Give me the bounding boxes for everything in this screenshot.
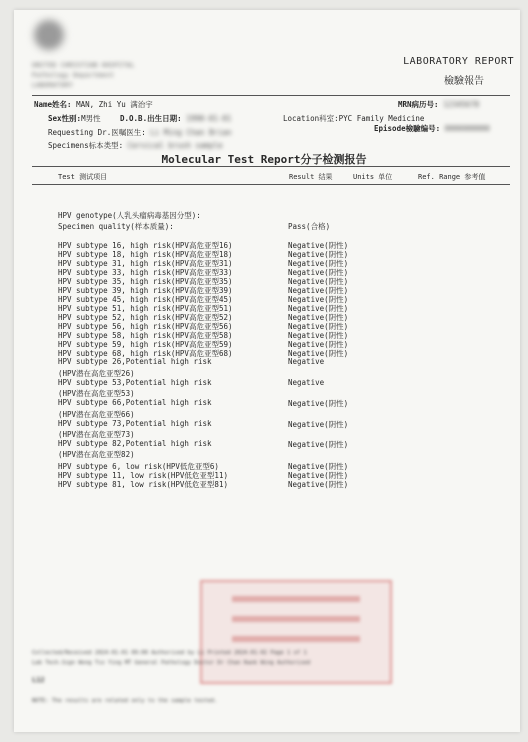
result-test-name: (HPV潜在高危亚型82) xyxy=(58,450,135,459)
patient-mrn: MRN病历号: 12345678 xyxy=(398,100,480,109)
patient-name: Name姓名: MAN, Zhi Yu 满治宇 xyxy=(34,100,153,109)
result-value: Negative(阴性) xyxy=(288,304,349,313)
result-test-name: (HPV潜在高危亚型53) xyxy=(58,389,135,398)
result-test-name: (HPV潜在高危亚型66) xyxy=(58,410,135,419)
patient-dob: D.O.B.出生日期: 1990-01-01 xyxy=(120,114,232,123)
hospital-name-line: UNITED CHRISTIAN HOSPITAL xyxy=(32,62,135,69)
result-test-name: HPV subtype 52, high risk(HPV高危亚型52) xyxy=(58,313,233,322)
specimen-type: Specimens标本类型: Cervical brush sample xyxy=(48,141,223,150)
result-value: Negative(阴性) xyxy=(288,313,349,322)
result-value: Negative(阴性) xyxy=(288,462,349,471)
result-test-name: HPV subtype 35, high risk(HPV高危亚型35) xyxy=(58,277,233,286)
col-header-result: Result 结果 xyxy=(289,173,333,181)
report-title-en: LABORATORY REPORT xyxy=(403,56,514,67)
result-test-name: HPV subtype 82,Potential high risk xyxy=(58,439,212,448)
footer-note: NOTE: The results are related only to the sample tested. xyxy=(32,698,218,704)
result-test-name: HPV subtype 51, high risk(HPV高危亚型51) xyxy=(58,304,233,313)
result-test-name: HPV subtype 81, low risk(HPV低危亚型81) xyxy=(58,480,228,489)
result-value: Negative(阴性) xyxy=(288,268,349,277)
result-test-name: (HPV潜在高危亚型73) xyxy=(58,430,135,439)
result-test-name: HPV subtype 6, low risk(HPV低危亚型6) xyxy=(58,462,219,471)
result-value: Negative(阴性) xyxy=(288,322,349,331)
result-test-name: Specimen quality(样本质量): xyxy=(58,222,174,231)
col-header-ref: Ref. Range 参考值 xyxy=(418,173,486,181)
result-value: Negative(阴性) xyxy=(288,277,349,286)
result-value: Negative(阴性) xyxy=(288,340,349,349)
result-test-name: HPV genotype(人乳头瘤病毒基因分型): xyxy=(58,211,201,220)
result-test-name: HPV subtype 26,Potential high risk xyxy=(58,357,212,366)
result-value: Pass(合格) xyxy=(288,222,331,231)
result-test-name: HPV subtype 56, high risk(HPV高危亚型56) xyxy=(58,322,233,331)
column-header-divider xyxy=(32,184,510,185)
result-value: Negative(阴性) xyxy=(288,480,349,489)
result-value: Negative(阴性) xyxy=(288,471,349,480)
patient-location: Location科室:PYC Family Medicine xyxy=(283,114,425,123)
result-test-name: HPV subtype 39, high risk(HPV高危亚型39) xyxy=(58,286,233,295)
result-test-name: HPV subtype 73,Potential high risk xyxy=(58,419,212,428)
result-test-name: HPV subtype 53,Potential high risk xyxy=(58,378,212,387)
footer-code: L12 xyxy=(32,676,45,684)
result-value: Negative(阴性) xyxy=(288,286,349,295)
patient-sex: Sex性别:M男性 xyxy=(48,114,101,123)
result-test-name: HPV subtype 45, high risk(HPV高危亚型45) xyxy=(58,295,233,304)
result-value: Negative(阴性) xyxy=(288,331,349,340)
result-test-name: HPV subtype 59, high risk(HPV高危亚型59) xyxy=(58,340,233,349)
result-value: Negative(阴性) xyxy=(288,250,349,259)
result-value: Negative(阴性) xyxy=(288,259,349,268)
result-value: Negative(阴性) xyxy=(288,349,349,358)
hospital-dept-line: Pathology Department xyxy=(32,72,115,79)
requesting-doctor: Requesting Dr.医嘱医生: Li Ming Chan Brian xyxy=(48,128,232,137)
result-test-name: HPV subtype 58, high risk(HPV高危亚型58) xyxy=(58,331,233,340)
patient-episode: Episode檢驗编号: 0000000000 xyxy=(374,124,490,133)
result-test-name: HPV subtype 18, high risk(HPV高危亚型18) xyxy=(58,250,233,259)
result-value: Negative(阴性) xyxy=(288,440,349,449)
result-test-name: HPV subtype 33, high risk(HPV高危亚型33) xyxy=(58,268,233,277)
col-header-test: Test 测试项目 xyxy=(58,173,108,181)
result-value: Negative(阴性) xyxy=(288,241,349,250)
hospital-logo xyxy=(34,20,64,50)
result-value: Negative(阴性) xyxy=(288,420,349,429)
hospital-lab-line: LABORATORY xyxy=(32,82,74,89)
molecular-report-title: Molecular Test Report分子检测报告 xyxy=(161,153,367,166)
result-value: Negative(阴性) xyxy=(288,399,349,408)
title-divider xyxy=(32,166,510,167)
col-header-units: Units 单位 xyxy=(353,173,393,181)
result-value: Negative(阴性) xyxy=(288,295,349,304)
result-test-name: (HPV潜在高危亚型26) xyxy=(58,369,135,378)
result-test-name: HPV subtype 16, high risk(HPV高危亚型16) xyxy=(58,241,233,250)
result-value: Negative xyxy=(288,357,325,366)
result-test-name: HPV subtype 66,Potential high risk xyxy=(58,398,212,407)
laboratory-stamp xyxy=(200,580,392,684)
header-divider xyxy=(32,95,510,96)
footer-line-1: Collected/Received 2024-01-01 09:00 Authorised by Li Printed 2024-01-02 Page 1 of 1 xyxy=(32,650,307,656)
result-test-name: HPV subtype 31, high risk(HPV高危亚型31) xyxy=(58,259,233,268)
footer-line-2: Lab Tech.Sign Wong Tsz Ying MT General Pathology Doctor Dr Chan Kwok Wing Authorised xyxy=(32,660,311,666)
result-test-name: HPV subtype 68, high risk(HPV高危亚型68) xyxy=(58,349,233,358)
result-test-name: HPV subtype 11, low risk(HPV低危亚型11) xyxy=(58,471,228,480)
result-value: Negative xyxy=(288,378,325,387)
report-title-cn: 檢驗報告 xyxy=(444,76,484,87)
